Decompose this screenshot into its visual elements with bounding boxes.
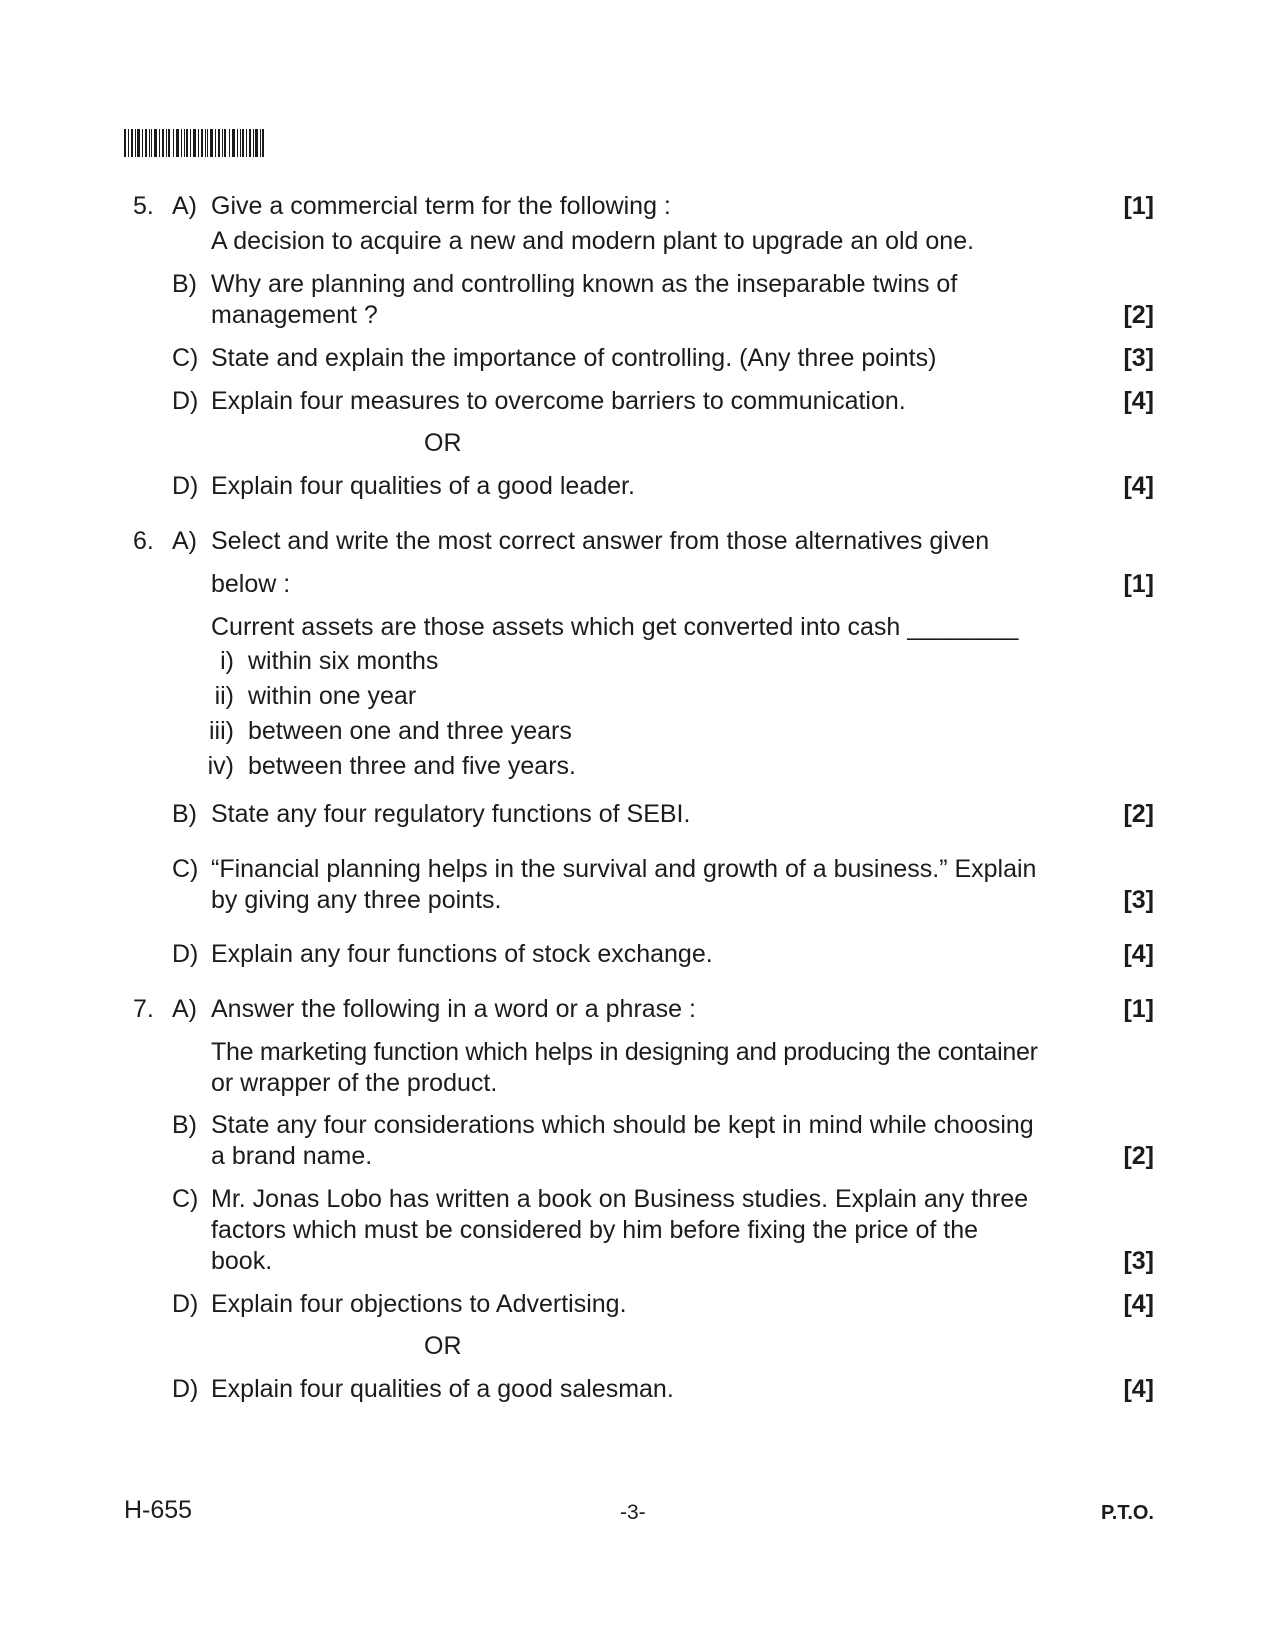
question-number: 7. [133,995,154,1023]
marks: [4] [1123,1375,1154,1403]
or-separator: OR [424,429,462,457]
pto-note: P.T.O. [1101,1502,1154,1524]
question-text: Explain four measures to overcome barriers to communication. [211,387,906,415]
question-text: Give a commercial term for the following : [211,192,671,220]
question-text: The marketing function which helps in designing and producing the container [211,1038,1038,1066]
marks: [4] [1123,1290,1154,1318]
barcode [124,129,264,157]
marks: [1] [1123,570,1154,598]
option-number: iii) [209,717,234,745]
marks: [2] [1123,1142,1154,1170]
question-text: Explain four qualities of a good salesman. [211,1375,674,1403]
question-text: Current assets are those assets which get converted into cash ________ [211,613,1019,641]
marks: [2] [1123,800,1154,828]
question-text: State any four considerations which should be kept in mind while choosing [211,1111,1034,1139]
marks: [3] [1123,886,1154,914]
option-text: between one and three years [248,717,572,745]
question-text: book. [211,1247,273,1275]
marks: [2] [1123,301,1154,329]
question-text: Why are planning and controlling known as the inseparable twins of [211,270,958,298]
question-text: Explain four objections to Advertising. [211,1290,627,1318]
marks: [4] [1123,387,1154,415]
part-label: D) [172,1290,199,1318]
option-text: within six months [248,647,439,675]
option-number: ii) [214,682,234,710]
question-text: management ? [211,301,378,329]
marks: [3] [1123,344,1154,372]
question-text: Explain four qualities of a good leader. [211,472,635,500]
marks: [1] [1123,192,1154,220]
part-label: C) [172,855,199,883]
question-text: or wrapper of the product. [211,1069,498,1097]
question-text: A decision to acquire a new and modern plant to upgrade an old one. [211,227,975,255]
question-text: by giving any three points. [211,886,502,914]
part-label: B) [172,800,197,828]
part-label: D) [172,387,199,415]
part-label: B) [172,270,197,298]
question-text: “Financial planning helps in the survival and growth of a business.” Explain [211,855,1037,883]
marks: [1] [1123,995,1154,1023]
question-text: Answer the following in a word or a phrase : [211,995,696,1023]
marks: [4] [1123,472,1154,500]
part-label: D) [172,1375,199,1403]
question-text: Mr. Jonas Lobo has written a book on Business studies. Explain any three [211,1185,1029,1213]
page-number: -3- [620,1501,646,1524]
option-number: i) [220,647,234,675]
part-label: D) [172,472,199,500]
question-text: below : [211,570,291,598]
or-separator: OR [424,1332,462,1360]
part-label: C) [172,344,199,372]
part-label: A) [172,995,197,1023]
question-text: a brand name. [211,1142,373,1170]
question-text: factors which must be considered by him before fixing the price of the [211,1216,979,1244]
question-text: State any four regulatory functions of SEBI. [211,800,691,828]
part-label: A) [172,192,197,220]
option-text: within one year [248,682,417,710]
part-label: C) [172,1185,199,1213]
marks: [3] [1123,1247,1154,1275]
part-label: D) [172,940,199,968]
question-text: State and explain the importance of controlling. (Any three points) [211,344,937,372]
option-text: between three and five years. [248,752,576,780]
option-number: iv) [207,752,234,780]
part-label: B) [172,1111,197,1139]
paper-code: H-655 [124,1496,193,1524]
question-text: Select and write the most correct answer from those alternatives given [211,527,990,555]
question-number: 6. [133,527,154,555]
question-text: Explain any four functions of stock exchange. [211,940,713,968]
question-number: 5. [133,192,154,220]
part-label: A) [172,527,197,555]
marks: [4] [1123,940,1154,968]
